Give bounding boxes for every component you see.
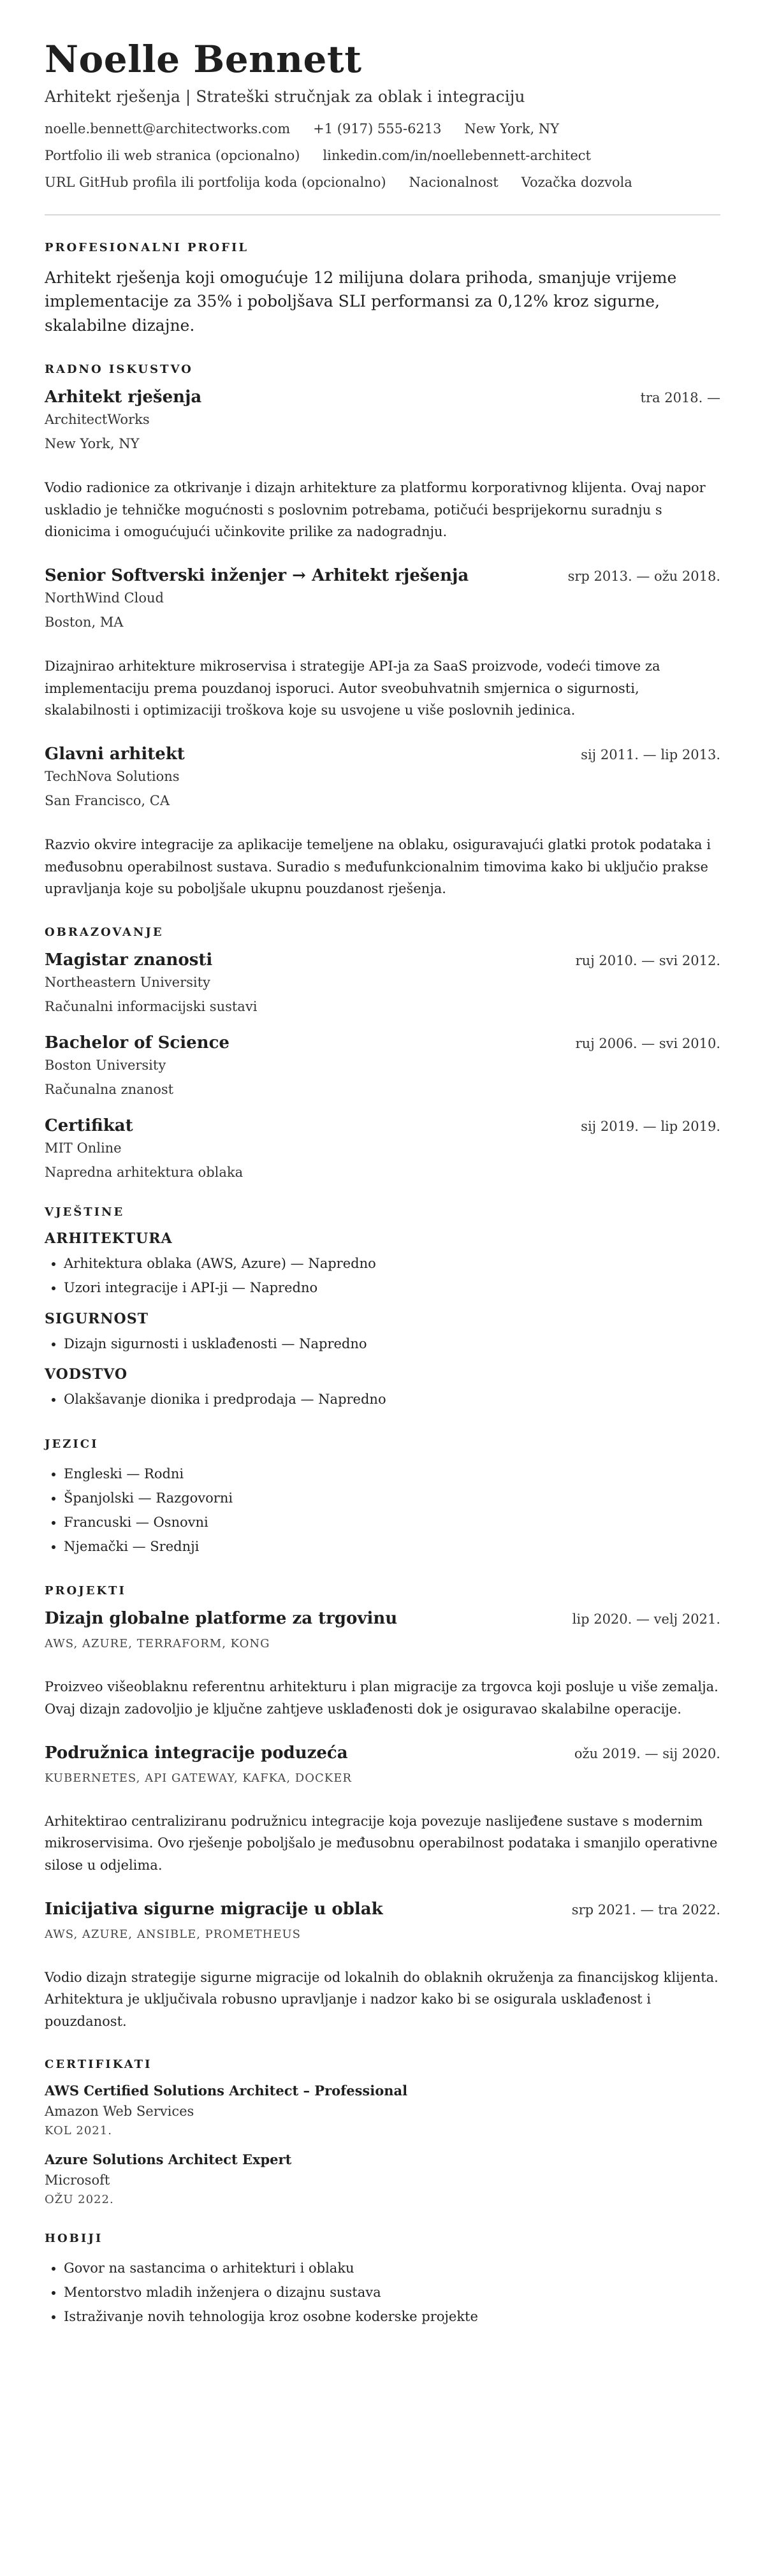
skills-heading: VJEŠTINE <box>45 1205 125 1219</box>
hobbies-heading: HOBIJI <box>45 2232 103 2246</box>
education-entry <box>45 1116 720 1180</box>
education-entry <box>45 1033 720 1097</box>
certificates-heading: CERTIFIKATI <box>45 2058 152 2072</box>
experience-section <box>45 363 720 900</box>
certificate-date: OŽU 2022. <box>45 2193 114 2207</box>
education-section <box>45 926 720 1180</box>
portfolio-link[interactable]: Portfolio ili web stranica (opcionalno) <box>45 147 300 163</box>
project-tech: AWS, AZURE, TERRAFORM, KONG <box>45 1637 270 1651</box>
degree-title: Certifikat <box>45 1116 133 1135</box>
resume-header <box>45 38 720 190</box>
company-name: TechNova Solutions <box>45 769 180 785</box>
hobby-item: • Mentorstvo mladih inženjera o dizajnu sustava <box>64 2281 720 2305</box>
skill-category: ARHITEKTURA <box>45 1230 173 1247</box>
certificate-entry <box>45 2151 720 2206</box>
projects-heading: PROJEKTI <box>45 1584 126 1598</box>
languages-section <box>45 1437 720 1559</box>
language-item: • Francuski — Osnovni <box>64 1511 720 1535</box>
education-dates: sij 2019. — lip 2019. <box>581 1118 720 1134</box>
experience-entry <box>45 566 720 722</box>
hobby-list <box>45 2257 720 2329</box>
header-divider <box>45 214 720 215</box>
field-of-study: Računalna znanost <box>45 1081 174 1097</box>
school-name: Boston University <box>45 1057 166 1073</box>
skill-item: • Arhitektura oblaka (AWS, Azure) — Napredno <box>64 1252 720 1276</box>
job-location: New York, NY <box>45 436 140 452</box>
project-dates: lip 2020. — velj 2021. <box>572 1612 720 1627</box>
experience-heading: RADNO ISKUSTVO <box>45 363 193 377</box>
job-location: San Francisco, CA <box>45 793 170 809</box>
language-item: • Njemački — Srednji <box>64 1535 720 1559</box>
hobbies-section <box>45 2232 720 2329</box>
project-entry <box>45 1609 720 1720</box>
email-link[interactable]: noelle.bennett@architectworks.com <box>45 120 291 136</box>
school-name: Northeastern University <box>45 974 210 990</box>
certificate-name: Azure Solutions Architect Expert <box>45 2151 292 2168</box>
languages-heading: JEZICI <box>45 1437 99 1452</box>
skill-list <box>45 1388 720 1412</box>
linkedin-link[interactable]: linkedin.com/in/noellebennett-architect <box>323 147 591 163</box>
job-title: Arhitekt rješenja <box>45 388 202 407</box>
hobby-item: • Istraživanje novih tehnologija kroz osobne koderske projekte <box>64 2305 720 2329</box>
education-dates: ruj 2010. — svi 2012. <box>575 952 720 968</box>
skill-category: VODSTVO <box>45 1366 128 1383</box>
project-name: Inicijativa sigurne migracije u oblak <box>45 1899 383 1919</box>
phone-number: +1 (917) 555-6213 <box>313 120 442 136</box>
job-dates: tra 2018. — <box>640 390 720 406</box>
job-description: Razvio okvire integracije za aplikacije temeljene na oblaku, osiguravajući glatki protok podataka i međusobnu operabilnost sustava. Suradio s međufunkcionalnim timovima kako bi uključio prakse upravljanja koje su poboljšale ukupnu pouzdanost rješenja. <box>45 837 711 897</box>
project-dates: ožu 2019. — sij 2020. <box>574 1745 720 1761</box>
education-dates: ruj 2006. — svi 2010. <box>575 1035 720 1051</box>
github-link[interactable]: URL GitHub profila ili portfolija koda (opcionalno) <box>45 174 386 190</box>
skill-list <box>45 1332 720 1357</box>
skill-item: • Uzori integracije i API-ji — Napredno <box>64 1276 720 1300</box>
company-name: ArchitectWorks <box>45 412 150 428</box>
project-name: Podružnica integracije poduzeća <box>45 1743 348 1763</box>
skills-section <box>45 1205 720 1412</box>
project-entry <box>45 1900 720 2033</box>
contact-row-extra <box>45 175 720 190</box>
job-dates: srp 2013. — ožu 2018. <box>567 569 720 585</box>
projects-section <box>45 1584 720 2032</box>
job-title: Senior Softverski inženjer → Arhitekt rješenja <box>45 566 469 586</box>
job-location: Boston, MA <box>45 615 124 630</box>
location-text: New York, NY <box>464 120 560 136</box>
contact-row-primary <box>45 121 720 136</box>
project-description: Vodio dizajn strategije sigurne migracije od lokalnih do oblaknih okruženja za financijskog klijenta. Arhitektura je uključivala robusno upravljanje i nadzor kako bi se osigurala usklađenost i pouzdanost. <box>45 1969 718 2029</box>
skill-item: • Dizajn sigurnosti i usklađenosti — Napredno <box>64 1332 720 1357</box>
headline: Arhitekt rješenja | Strateški stručnjak za oblak i integraciju <box>45 87 525 106</box>
company-name: NorthWind Cloud <box>45 590 164 606</box>
job-title: Glavni arhitekt <box>45 745 185 764</box>
candidate-name: Noelle Bennett <box>45 38 362 81</box>
skill-item: • Olakšavanje dionika i predprodaja — Napredno <box>64 1388 720 1412</box>
degree-title: Bachelor of Science <box>45 1033 229 1052</box>
profile-section <box>45 241 720 338</box>
certificate-date: KOL 2021. <box>45 2124 112 2138</box>
project-tech: KUBERNETES, API GATEWAY, KAFKA, DOCKER <box>45 1771 352 1785</box>
school-name: MIT Online <box>45 1140 122 1156</box>
contact-row-links <box>45 148 720 163</box>
certificate-issuer: Amazon Web Services <box>45 2104 194 2120</box>
degree-title: Magistar znanosti <box>45 950 213 970</box>
project-tech: AWS, AZURE, ANSIBLE, PROMETHEUS <box>45 1927 302 1941</box>
skill-category: SIGURNOST <box>45 1310 149 1327</box>
nationality-text: Nacionalnost <box>409 174 499 190</box>
job-description: Dizajnirao arhitekture mikroservisa i strategije API-ja za SaaS proizvode, vodeći timove za implementaciju prema pouzdanoj isporuci. Autor sveobuhvatnih smjernica o sigurnosti, skalabilnosti i optimizaciji troškova koje su usvojene u više poslovnih jedinica. <box>45 659 660 718</box>
skill-list <box>45 1252 720 1300</box>
project-dates: srp 2021. — tra 2022. <box>571 1902 720 1917</box>
certificate-name: AWS Certified Solutions Architect – Professional <box>45 2083 408 2099</box>
language-item: • Španjolski — Razgovorni <box>64 1487 720 1511</box>
project-description: Arhitektirao centraliziranu podružnicu integracije koja povezuje naslijeđene sustave s modernim mikroservisima. Ovo rješenje poboljšalo je međusobnu operabilnost podataka i smanjilo operativne silose u odjelima. <box>45 1813 718 1873</box>
project-entry <box>45 1743 720 1877</box>
license-text: Vozačka dozvola <box>521 174 632 190</box>
certificates-section <box>45 2058 720 2206</box>
profile-summary: Arhitekt rješenja koji omogućuje 12 milijuna dolara prihoda, smanjuje vrijeme implementacije za 35% i poboljšava SLI performansi za 0,12% kroz sigurne, skalabilne dizajne. <box>45 268 677 335</box>
experience-entry <box>45 745 720 900</box>
education-heading: OBRAZOVANJE <box>45 925 164 939</box>
field-of-study: Napredna arhitektura oblaka <box>45 1164 244 1180</box>
field-of-study: Računalni informacijski sustavi <box>45 998 258 1014</box>
experience-entry <box>45 388 720 543</box>
language-item: • Engleski — Rodni <box>64 1462 720 1487</box>
project-description: Proizveo višeoblaknu referentnu arhitekturu i plan migracije za trgovca koji posluje u više zemalja. Ovaj dizajn zadovoljio je ključne zahtjeve usklađenosti dok je osiguravao skalabilne operacije. <box>45 1679 718 1717</box>
hobby-item: • Govor na sastancima o arhitekturi i oblaku <box>64 2257 720 2281</box>
job-dates: sij 2011. — lip 2013. <box>581 747 720 763</box>
certificate-issuer: Microsoft <box>45 2172 110 2188</box>
language-list <box>45 1462 720 1559</box>
project-name: Dizajn globalne platforme za trgovinu <box>45 1609 398 1629</box>
education-entry <box>45 950 720 1014</box>
job-description: Vodio radionice za otkrivanje i dizajn arhitekture za platformu korporativnog klijenta. Ovaj napor uskladio je tehničke mogućnosti s poslovnim potrebama, potičući besprijekornu suradnju s dionicima i omogućujući učinkovite prilike za nadogradnju. <box>45 480 706 540</box>
profile-heading: PROFESIONALNI PROFIL <box>45 240 249 254</box>
certificate-entry <box>45 2083 720 2137</box>
